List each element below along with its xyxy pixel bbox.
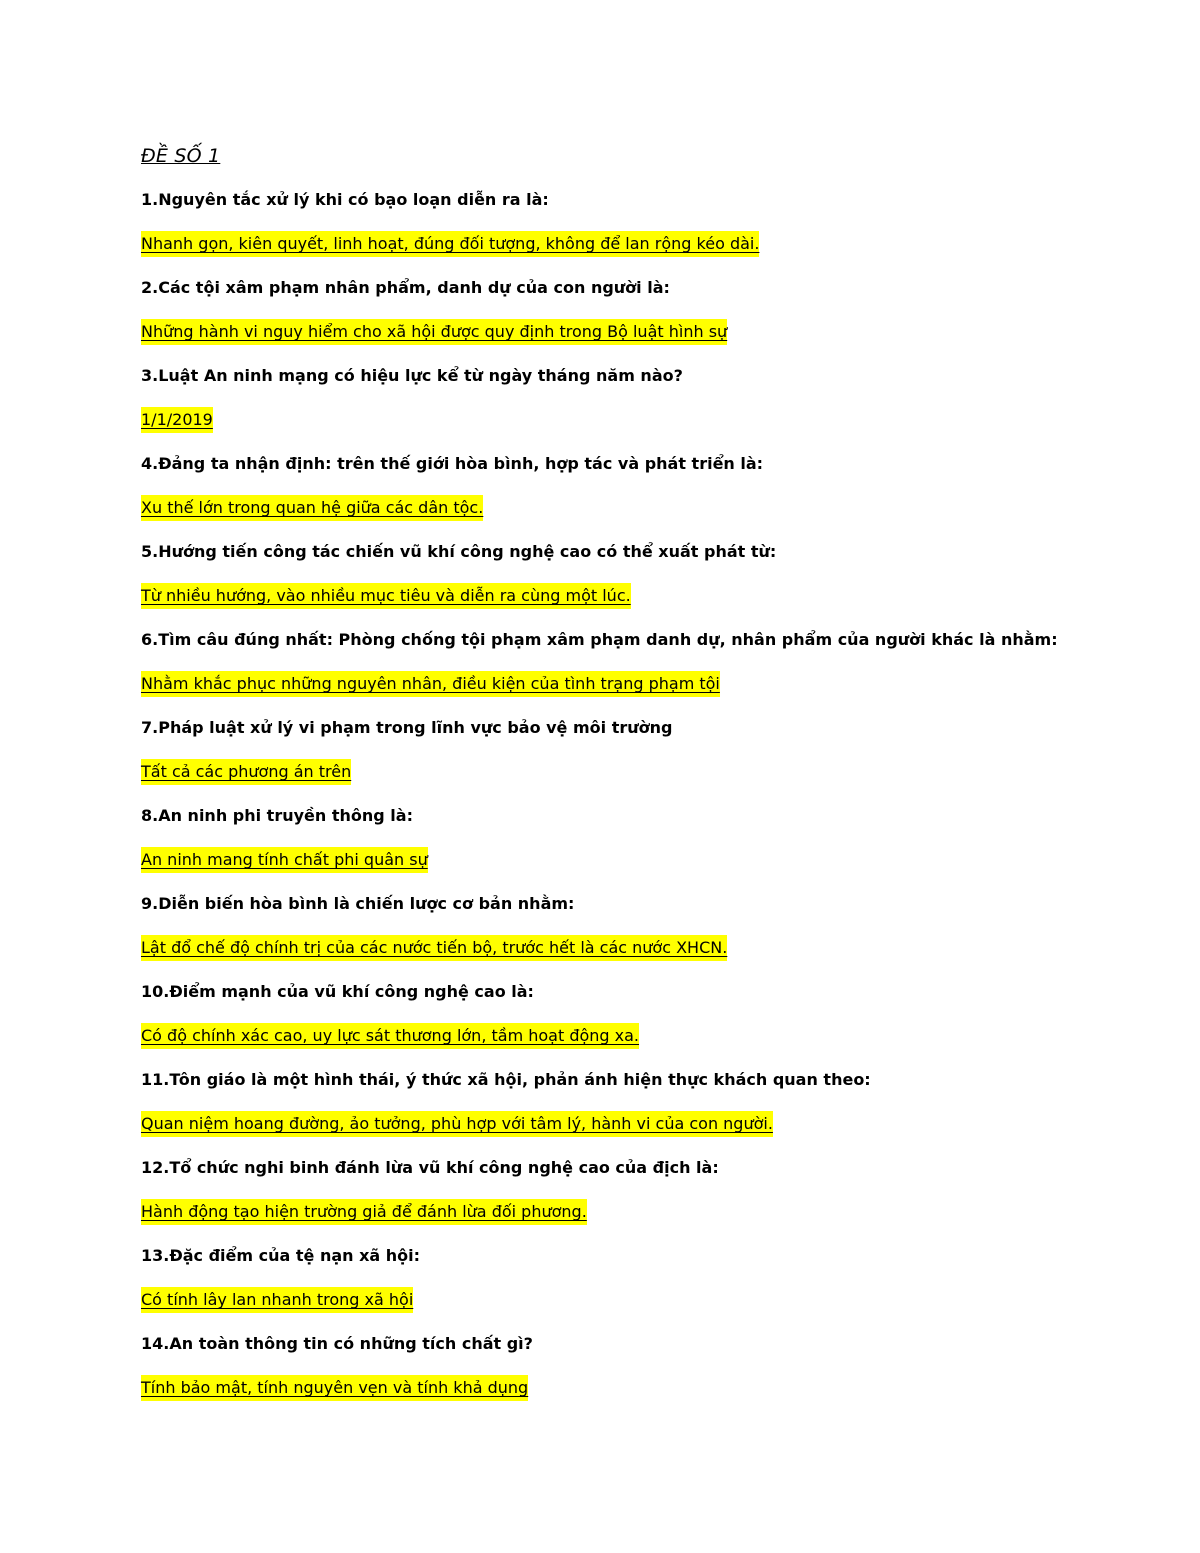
question-text: 10.Điểm mạnh của vũ khí công nghệ cao là: <box>141 982 534 1001</box>
answer-highlight: Nhằm khắc phục những nguyên nhân, điều kiện của tình trạng phạm tội <box>141 671 720 697</box>
answer-highlight: Có tính lây lan nhanh trong xã hội <box>141 1287 413 1313</box>
qa-item-9 <box>141 889 1141 963</box>
question-text: 6.Tìm câu đúng nhất: Phòng chống tội phạm xâm phạm danh dự, nhân phẩm của người khác là nhằm: <box>141 630 1058 649</box>
question-text: 14.An toàn thông tin có những tích chất gì? <box>141 1334 533 1353</box>
answer-highlight: Lật đổ chế độ chính trị của các nước tiến bộ, trước hết là các nước XHCN. <box>141 935 727 961</box>
question-text: 12.Tổ chức nghi binh đánh lừa vũ khí công nghệ cao của địch là: <box>141 1158 719 1177</box>
qa-item-4 <box>141 449 1141 523</box>
answer-line <box>141 581 1141 611</box>
qa-item-11 <box>141 1065 1141 1139</box>
answer-line <box>141 1109 1141 1139</box>
qa-item-5 <box>141 537 1141 611</box>
question-text: 8.An ninh phi truyền thông là: <box>141 806 413 825</box>
question-text: 9.Diễn biến hòa bình là chiến lược cơ bản nhằm: <box>141 894 575 913</box>
answer-line <box>141 317 1141 347</box>
answer-line <box>141 1285 1141 1315</box>
answer-line <box>141 669 1141 699</box>
answer-line <box>141 493 1141 523</box>
question-text: 5.Hướng tiến công tác chiến vũ khí công nghệ cao có thể xuất phát từ: <box>141 542 777 561</box>
qa-item-8 <box>141 801 1141 875</box>
answer-highlight: Xu thế lớn trong quan hệ giữa các dân tộc. <box>141 495 483 521</box>
qa-item-3 <box>141 361 1141 435</box>
answer-highlight: Tính bảo mật, tính nguyên vẹn và tính khả dụng <box>141 1375 528 1401</box>
answer-highlight: Những hành vi nguy hiểm cho xã hội được quy định trong Bộ luật hình sự <box>141 319 727 345</box>
question-text: 2.Các tội xâm phạm nhân phẩm, danh dự của con người là: <box>141 278 670 297</box>
question-text: 4.Đảng ta nhận định: trên thế giới hòa bình, hợp tác và phát triển là: <box>141 454 764 473</box>
qa-item-10 <box>141 977 1141 1051</box>
qa-item-12 <box>141 1153 1141 1227</box>
qa-item-7 <box>141 713 1141 787</box>
question-text: 1.Nguyên tắc xử lý khi có bạo loạn diễn ra là: <box>141 190 549 209</box>
answer-line <box>141 1021 1141 1051</box>
qa-item-1 <box>141 185 1141 259</box>
answer-highlight: Từ nhiều hướng, vào nhiều mục tiêu và diễn ra cùng một lúc. <box>141 583 631 609</box>
answer-line <box>141 757 1141 787</box>
qa-item-14 <box>141 1329 1141 1403</box>
answer-line <box>141 1373 1141 1403</box>
answer-highlight: Nhanh gọn, kiên quyết, linh hoạt, đúng đối tượng, không để lan rộng kéo dài. <box>141 231 759 257</box>
answer-highlight: 1/1/2019 <box>141 407 213 433</box>
qa-item-2 <box>141 273 1141 347</box>
question-text: 13.Đặc điểm của tệ nạn xã hội: <box>141 1246 421 1265</box>
answer-highlight: Hành động tạo hiện trường giả để đánh lừa đối phương. <box>141 1199 587 1225</box>
question-text: 3.Luật An ninh mạng có hiệu lực kể từ ngày tháng năm nào? <box>141 366 683 385</box>
answer-line <box>141 1197 1141 1227</box>
answer-line <box>141 933 1141 963</box>
answer-line <box>141 229 1141 259</box>
question-text: 7.Pháp luật xử lý vi phạm trong lĩnh vực bảo vệ môi trường <box>141 718 673 737</box>
answer-highlight: Tất cả các phương án trên <box>141 759 351 785</box>
document-title: ĐỀ SỐ 1 <box>141 145 221 167</box>
answer-highlight: Quan niệm hoang đường, ảo tưởng, phù hợp với tâm lý, hành vi của con người. <box>141 1111 773 1137</box>
qa-item-13 <box>141 1241 1141 1315</box>
answer-highlight: Có độ chính xác cao, uy lực sát thương lớn, tầm hoạt động xa. <box>141 1023 639 1049</box>
answer-line <box>141 405 1141 435</box>
answer-line <box>141 845 1141 875</box>
document-content <box>141 141 1141 1417</box>
answer-highlight: An ninh mang tính chất phi quân sự <box>141 847 428 873</box>
qa-item-6 <box>141 625 1141 699</box>
question-text: 11.Tôn giáo là một hình thái, ý thức xã hội, phản ánh hiện thực khách quan theo: <box>141 1070 871 1089</box>
